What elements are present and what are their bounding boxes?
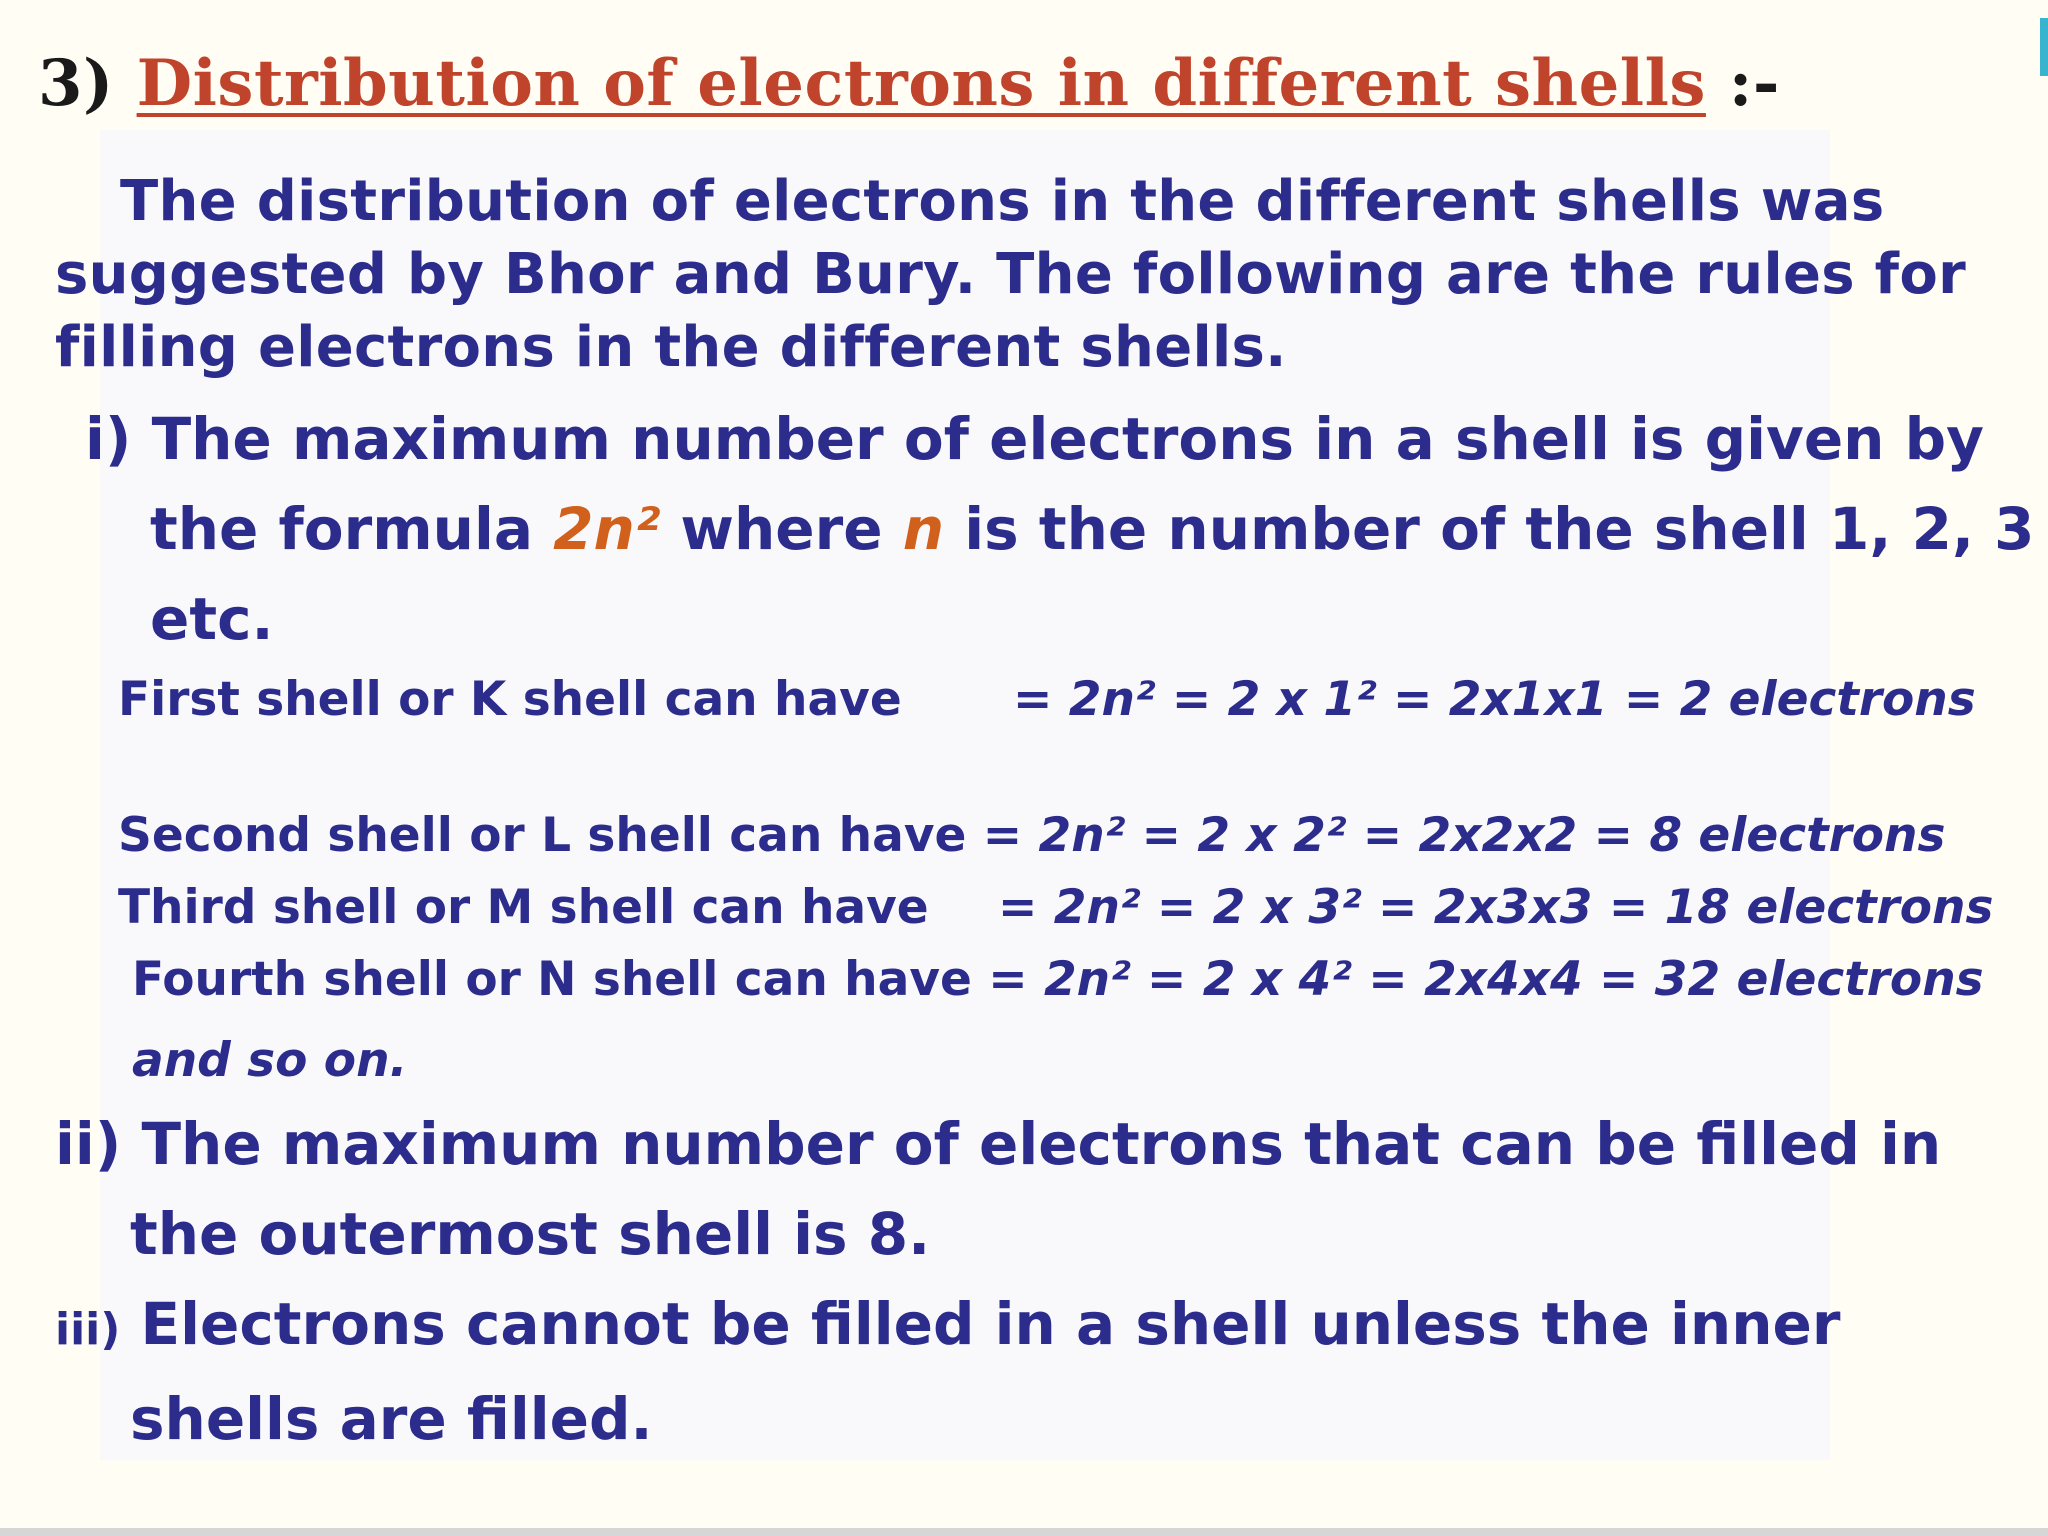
rule-1-line-1: i) The maximum number of electrons in a shell is given by bbox=[85, 405, 1984, 473]
example-label: Second shell or L shell can have bbox=[118, 808, 967, 863]
rule-1-text-b: where bbox=[660, 495, 903, 563]
example-formula: = 2n² = 2 x 2² = 2x2x2 = 8 electrons bbox=[982, 808, 1946, 863]
rule-1-line-2 bbox=[150, 495, 2035, 563]
rule-3-line-1 bbox=[55, 1290, 1840, 1358]
rule-2-line-2: the outermost shell is 8. bbox=[130, 1200, 931, 1268]
example-line bbox=[118, 808, 1946, 863]
title-text: Distribution of electrons in different shells bbox=[136, 46, 1706, 121]
title-number: 3) bbox=[38, 46, 114, 121]
example-formula: = 2n² = 2 x 4² = 2x4x4 = 32 electrons bbox=[988, 952, 1984, 1007]
bottom-divider bbox=[0, 1528, 2048, 1536]
title-suffix: :- bbox=[1728, 46, 1780, 121]
intro-paragraph: The distribution of electrons in the different shells was suggested by Bhor and Bury. The following are the rules for filling electrons in the different shells. bbox=[55, 169, 1967, 380]
rule-2-line-1: ii) The maximum number of electrons that can be filled in bbox=[55, 1110, 1942, 1178]
example-formula: = 2n² = 2 x 1² = 2x1x1 = 2 electrons bbox=[1013, 672, 1976, 727]
rule-3-marker: iii) bbox=[55, 1304, 121, 1355]
rule-3-text: Electrons cannot be filled in a shell unless the inner bbox=[120, 1290, 1841, 1358]
accent-bar bbox=[2040, 18, 2048, 76]
example-label: Third shell or M shell can have bbox=[118, 880, 929, 935]
formula-2n2: 2n² bbox=[553, 495, 661, 563]
slide-title bbox=[38, 46, 1780, 121]
rule-1-line-3: etc. bbox=[150, 585, 274, 653]
rule-1-text-c: is the number of the shell 1, 2, 3 bbox=[944, 495, 2035, 563]
and-so-on-text: and so on. bbox=[132, 1033, 408, 1088]
example-label: First shell or K shell can have bbox=[118, 672, 902, 727]
rule-1-text-a: the formula bbox=[150, 495, 554, 563]
example-formula: = 2n² = 2 x 3² = 2x3x3 = 18 electrons bbox=[998, 880, 1994, 935]
example-line bbox=[132, 952, 1984, 1007]
example-label: Fourth shell or N shell can have bbox=[132, 952, 972, 1007]
variable-n: n bbox=[902, 495, 945, 563]
rule-3-line-2: shells are filled. bbox=[130, 1385, 653, 1453]
